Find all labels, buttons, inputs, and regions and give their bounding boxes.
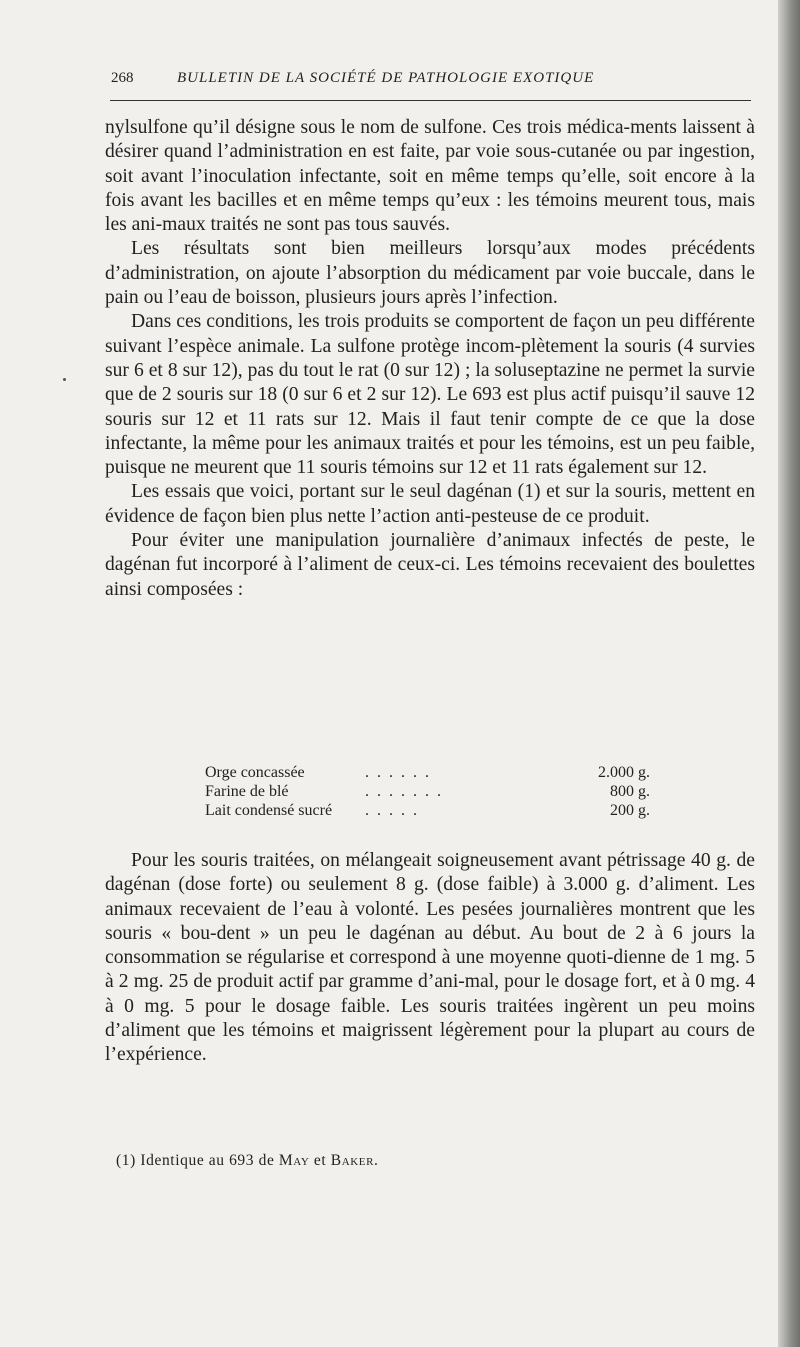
ingredient-name: Orge concassée [205,764,305,781]
ingredient-quantity: 800 g. [610,783,650,800]
ingredient-name: Farine de blé [205,783,289,800]
paragraph: nylsulfone qu’il désigne sous le nom de sulfone. Ces trois médica-ments laissent à désirer quand l’administration en est faite, par voie sous-cutanée ou par ingestion, soit avant l’inoculation infectante, soit en même temps qu’elle, soit encore à la fois avant les bacilles et en même temps qu’eux : les témoins meurent tous, mais les ani-maux traités ne sont pas tous sauvés. [105,117,755,236]
ingredient-row [205,782,650,801]
running-title: BULLETIN DE LA SOCIÉTÉ DE PATHOLOGIE EXOTIQUE [177,70,595,86]
footnote [116,1152,379,1170]
page-edge-shadow [778,0,800,1347]
footnote-text: Identique au 693 de [140,1152,275,1169]
paragraph: Dans ces conditions, les trois produits se comportent de façon un peu différente suivant l’espèce animale. La sulfone protège incom-plètement la souris (4 survies sur 6 et 8 sur 12), pas du tout le rat (0 sur 12) ; la soluseptazine ne permet la survie que de 2 souris sur 18 (0 sur 6 et 2 sur 12). Le 693 est plus actif puisqu’il sauve 12 souris sur 12 et 11 rats sur 12. Mais il faut tenir compte de ce que la dose infectante, la même pour les animaux traités et pour les témoins, est un peu faible, puisque ne meurent que 11 souris témoins sur 12 et 11 rats également sur 12. [105,311,755,479]
dot-leader: ....... [365,783,449,800]
margin-speck [63,378,66,381]
footnote-marker: (1) [116,1152,136,1169]
paragraph: Pour éviter une manipulation journalière d’animaux infectés de peste, le dagénan fut incorporé à l’aliment de ceux-ci. Les témoins recevaient des boulettes ainsi composées : [105,530,755,600]
footnote-author: Baker [330,1152,375,1169]
footnote-conjunction: et [313,1152,327,1169]
paragraph: Les résultats sont bien meilleurs lorsqu’aux modes précédents d’administration, on ajoute l’absorption du médicament par voie buccale, dans le pain ou l’eau de boisson, plusieurs jours après l’infection. [105,238,755,309]
ingredient-row [205,763,650,782]
body-text-bottom [105,849,755,1068]
paragraph: Les essais que voici, portant sur le seul dagénan (1) et sur la souris, mettent en évidence de façon bien plus nette l’action anti-pesteuse de ce produit. [105,481,755,527]
ingredient-row [205,801,650,820]
ingredient-table [205,763,650,820]
ingredient-name: Lait condensé sucré [205,802,333,819]
ingredient-quantity: 2.000 g. [598,764,650,781]
ingredient-quantity: 200 g. [610,802,650,819]
page-header [111,70,751,100]
footnote-author: May [278,1152,310,1169]
dot-leader: ...... [365,764,437,781]
page-number: 268 [111,70,134,86]
footnote-end: . [374,1152,379,1169]
paragraph: Pour les souris traitées, on mélangeait soigneusement avant pétrissage 40 g. de dagénan (dose forte) ou seulement 8 g. (dose faible) à 3.000 g. d’aliment. Les animaux recevaient de l’eau à volonté. Les pesées journalières montrent que les souris « bou-dent » un peu le dagénan au début. Au bout de 2 à 6 jours la consommation se régularise et correspond à une moyenne quoti-dienne de 1 mg. 5 à 2 mg. 25 de produit actif par gramme d’ani-mal, pour le dosage fort, et à 0 mg. 4 à 0 mg. 5 pour le dosage faible. Les souris traitées ingèrent un peu moins d’aliment que les témoins et maigrissent légèrement pour la plupart au cours de l’expérience. [105,850,755,1066]
dot-leader: ..... [365,802,425,819]
body-text-top [105,116,755,602]
header-rule [110,100,751,101]
